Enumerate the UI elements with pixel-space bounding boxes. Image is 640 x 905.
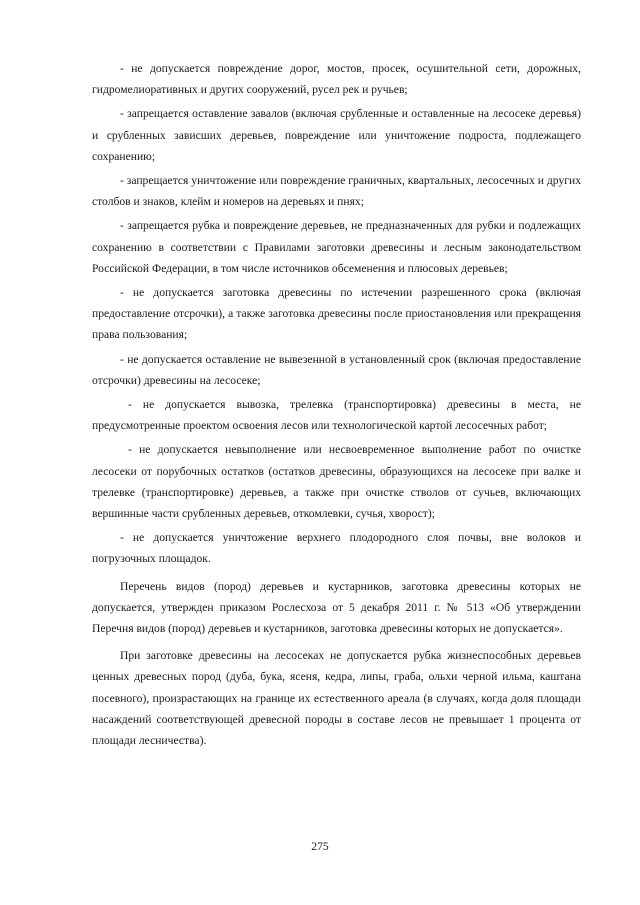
rule-unremoved-timber: - не допускается оставление не вывезенной в установленный срок (включая предоставление отсрочки) древесины на лесосеке; bbox=[92, 352, 581, 387]
rule-damage-roads: - не допускается повреждение дорог, мостов, просек, осушительной сети, дорожных, гидромелиоративных и других сооружений, русел рек и ручьев; bbox=[92, 62, 581, 97]
valuable-species-paragraph: При заготовке древесины на лесосеках не допускается рубка жизнеспособных деревьев ценных древесных пород (дуба, бука, ясеня, кедра, липы, граба, ольхи черной ильма, каштана посевного), произрастающих на границе их естественного ареала (в случаях, когда доля площади насаждений соответствующей древесной породы в составе лесов не превышает 1 процента от площади лесничества). bbox=[92, 649, 581, 748]
rule-debris: - запрещается оставление завалов (включая срубленные и оставленные на лесосеке деревья) и срубленных зависших деревьев, повреждение или уничтожение подроста, подлежащего сохранению; bbox=[92, 107, 581, 163]
rule-slash-cleanup: - не допускается невыполнение или несвоевременное выполнение работ по очистке лесосеки от порубочных остатков (остатков древесины, образующихся на лесосеке при валке и трелевке (транспортировке) деревьев, а также при очистке стволов от сучьев, включающих вершинные части срубленных деревьев, откомлевки, сучья, хворост); bbox=[92, 443, 581, 521]
rule-protected-trees: - запрещается рубка и повреждение деревьев, не предназначенных для рубки и подлежащих сохранению в соответствии с Правилами заготовки древесины и лесным законодательством Российской Федерации, в том числе источников обсеменения и плюсовых деревьев; bbox=[92, 219, 581, 275]
rule-skidding: - не допускается вывозка, трелевка (транспортировка) древесины в места, не предусмотренные проектом освоения лесов или технологической картой лесосечных работ; bbox=[92, 398, 581, 433]
rule-topsoil: - не допускается уничтожение верхнего плодородного слоя почвы, вне волоков и погрузочных площадок. bbox=[92, 531, 581, 566]
page-body bbox=[92, 58, 581, 754]
rule-harvest-expiry: - не допускается заготовка древесины по истечении разрешенного срока (включая предоставление отсрочки), а также заготовка древесины после приостановления или прекращения права пользования; bbox=[92, 286, 581, 342]
species-list-paragraph: Перечень видов (пород) деревьев и кустарников, заготовка древесины которых не допускается, утвержден приказом Рослесхоза от 5 декабря 2011 г. № 513 «Об утверждении Перечня видов (пород) деревьев и кустарников, заготовка древесины которых не допускается». bbox=[92, 579, 581, 636]
rule-boundary-markers: - запрещается уничтожение или повреждение граничных, квартальных, лесосечных и других столбов и знаков, клейм и номеров на деревьях и пнях; bbox=[92, 174, 581, 209]
page-number: 275 bbox=[311, 840, 329, 853]
